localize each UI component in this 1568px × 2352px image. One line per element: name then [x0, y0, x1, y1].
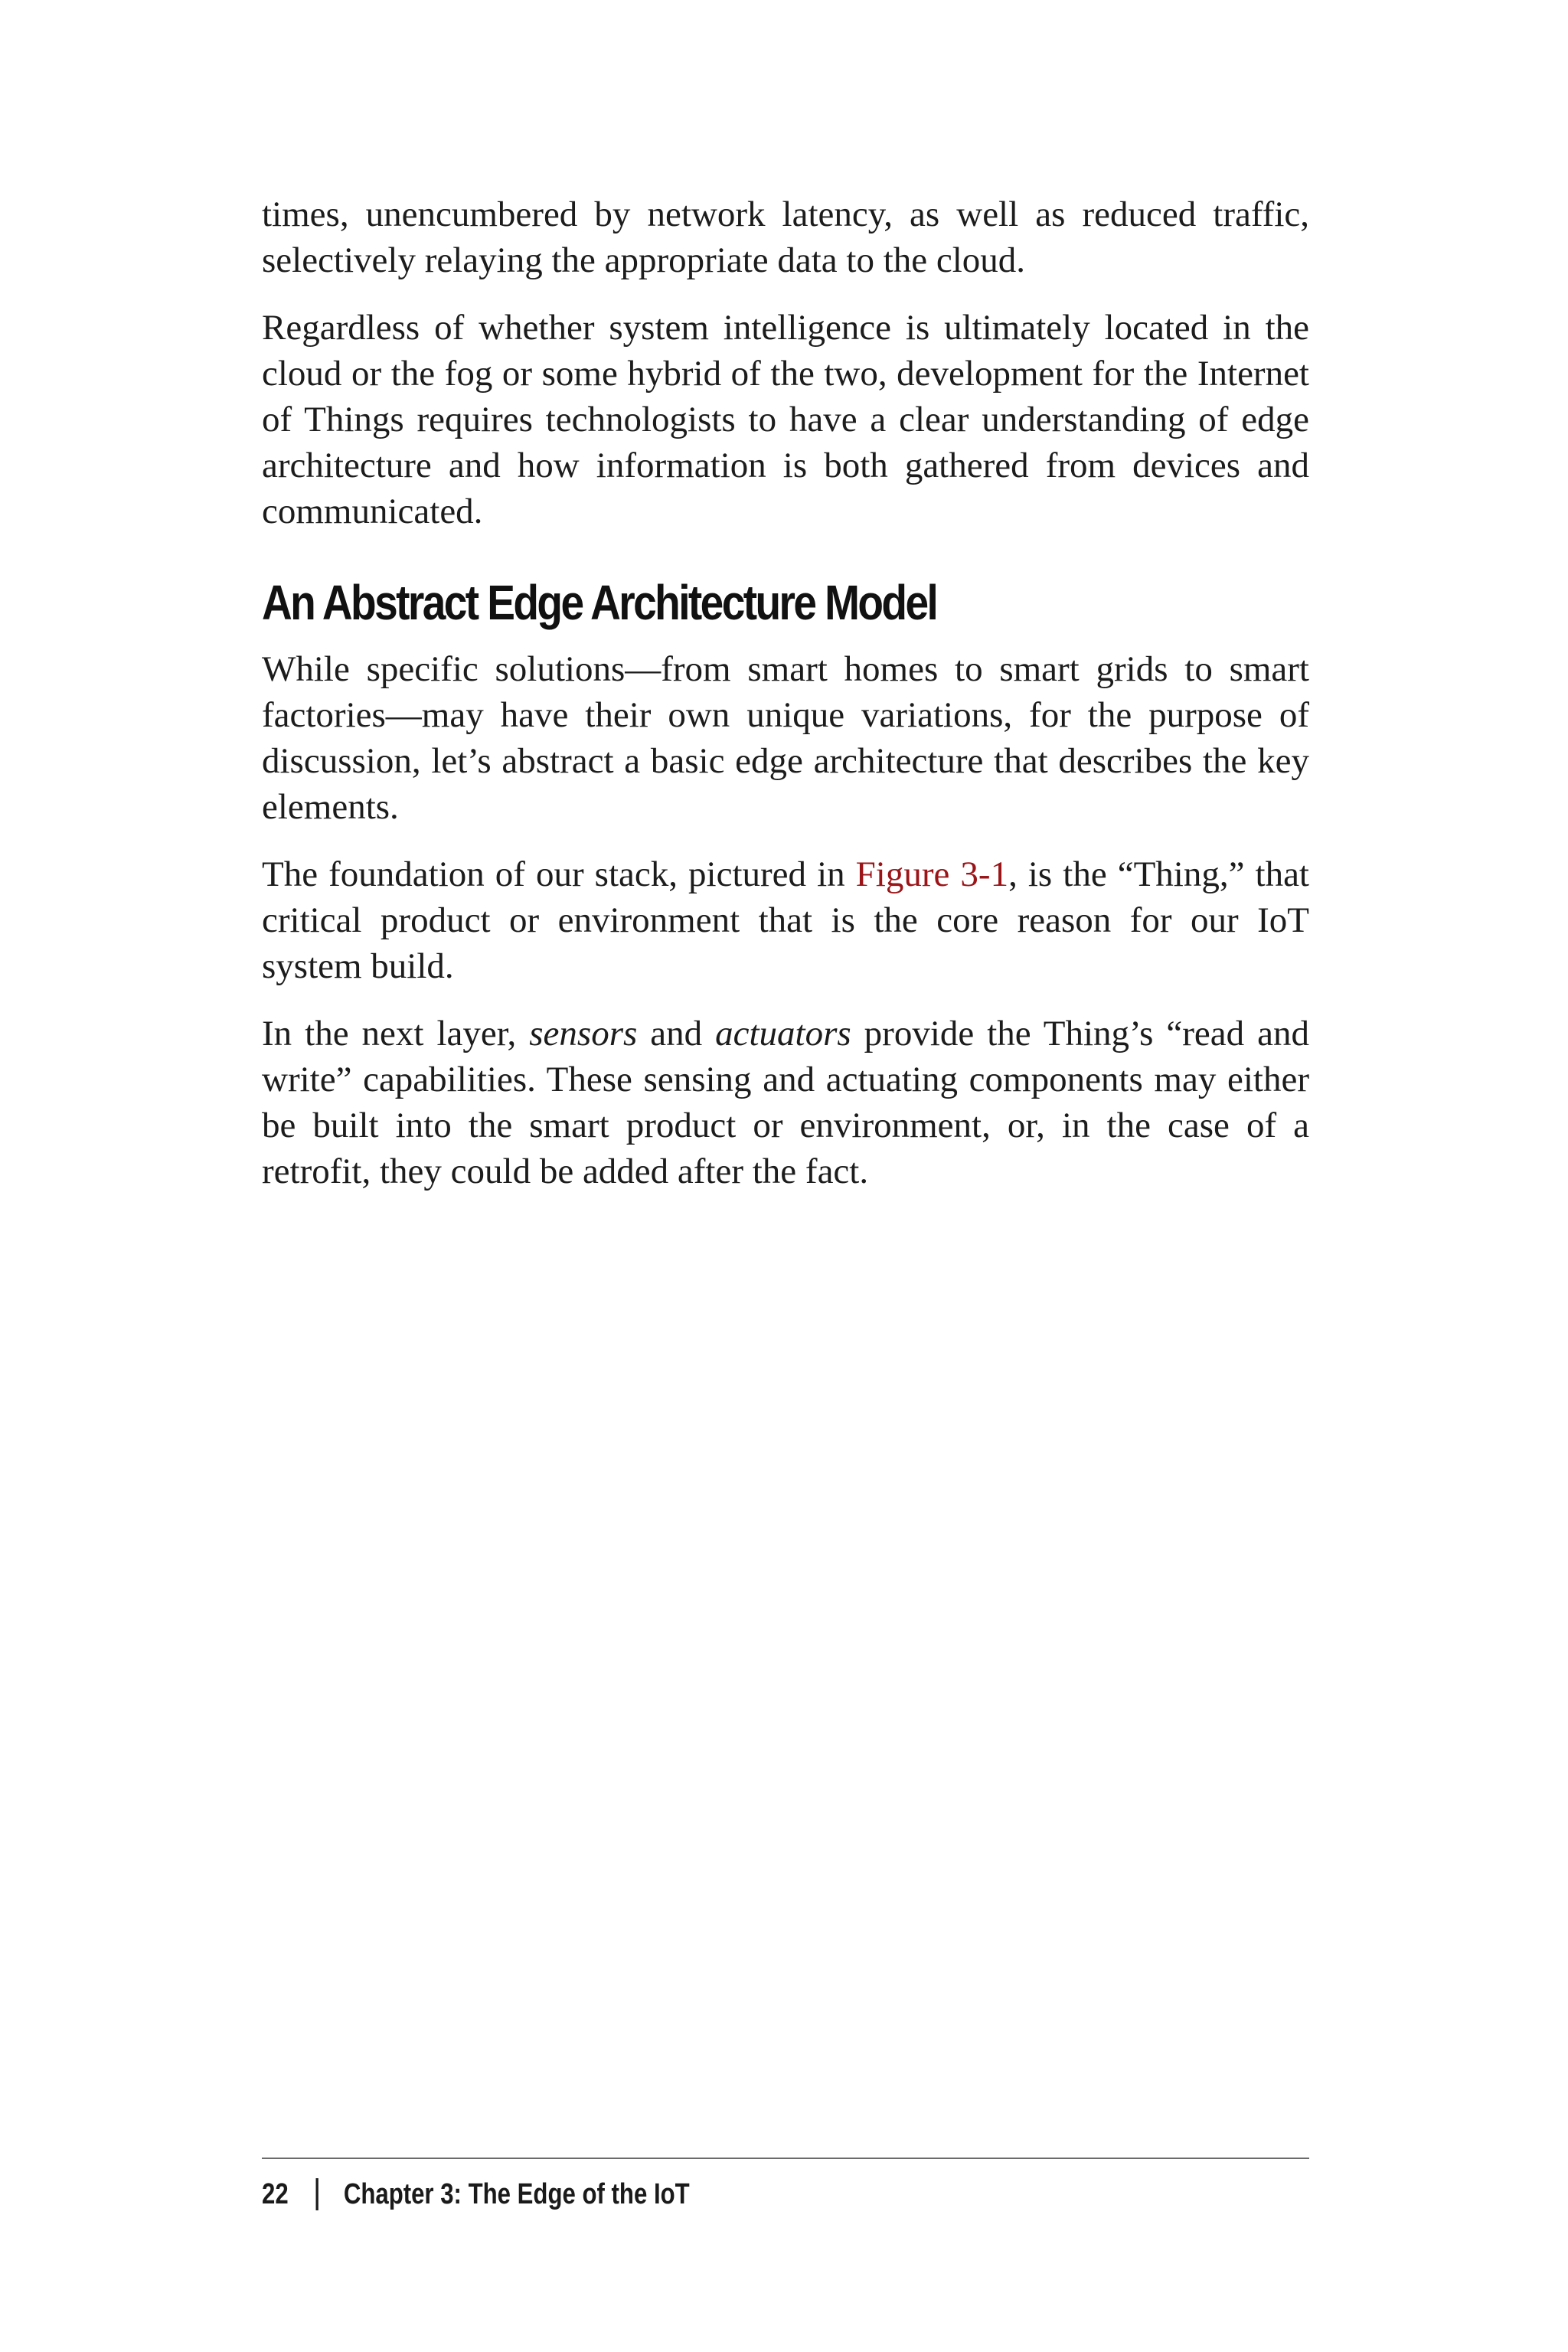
page-footer	[262, 2158, 1309, 2213]
footer-rule	[262, 2158, 1309, 2159]
page-number: 22	[262, 2178, 289, 2210]
paragraph-5	[262, 1011, 1309, 1194]
paragraph-5-text-1: In the next layer,	[262, 1014, 530, 1054]
paragraph-4-text-before: The foundation of our stack, pictured in	[262, 854, 856, 894]
actuators-term: actuators	[715, 1014, 851, 1054]
footer-separator	[316, 2178, 318, 2210]
footer-running-head	[262, 2176, 1121, 2213]
section-heading: An Abstract Edge Architecture Model	[262, 575, 937, 630]
chapter-title: Chapter 3: The Edge of the IoT	[343, 2178, 690, 2210]
paragraph-5-text-3: provide the Thing’s “read and write” capabilities. These sensing and actuating components may either be built into the smart product or environment, or, in the case of a retrofit, they could be added after the fact.	[262, 1014, 1309, 1191]
paragraph-1: times, unencumbered by network latency, as well as reduced traffic, selectively relaying the appropriate data to the cloud.	[262, 194, 1309, 280]
body-text	[262, 191, 1309, 1216]
paragraph-2: Regardless of whether system intelligence is ultimately located in the cloud or the fog or some hybrid of the two, development for the Internet of Things requires technologists to have a clear understanding of edge architecture and how information is both gathered from devices and communicated.	[262, 308, 1309, 531]
figure-3-1-link[interactable]: Figure 3-1	[855, 854, 1009, 894]
paragraph-3: While specific solutions—from smart homes to smart grids to smart factories—may have their own unique variations, for the purpose of discussion, let’s abstract a basic edge architecture that describes the key elements.	[262, 649, 1309, 827]
sensors-term: sensors	[529, 1014, 638, 1054]
paragraph-4	[262, 851, 1309, 989]
paragraph-4-text-after: , is the “Thing,” that critical product or environment that is the core reason for our IoT system build.	[262, 854, 1309, 986]
paragraph-5-text-2: and	[637, 1014, 716, 1054]
